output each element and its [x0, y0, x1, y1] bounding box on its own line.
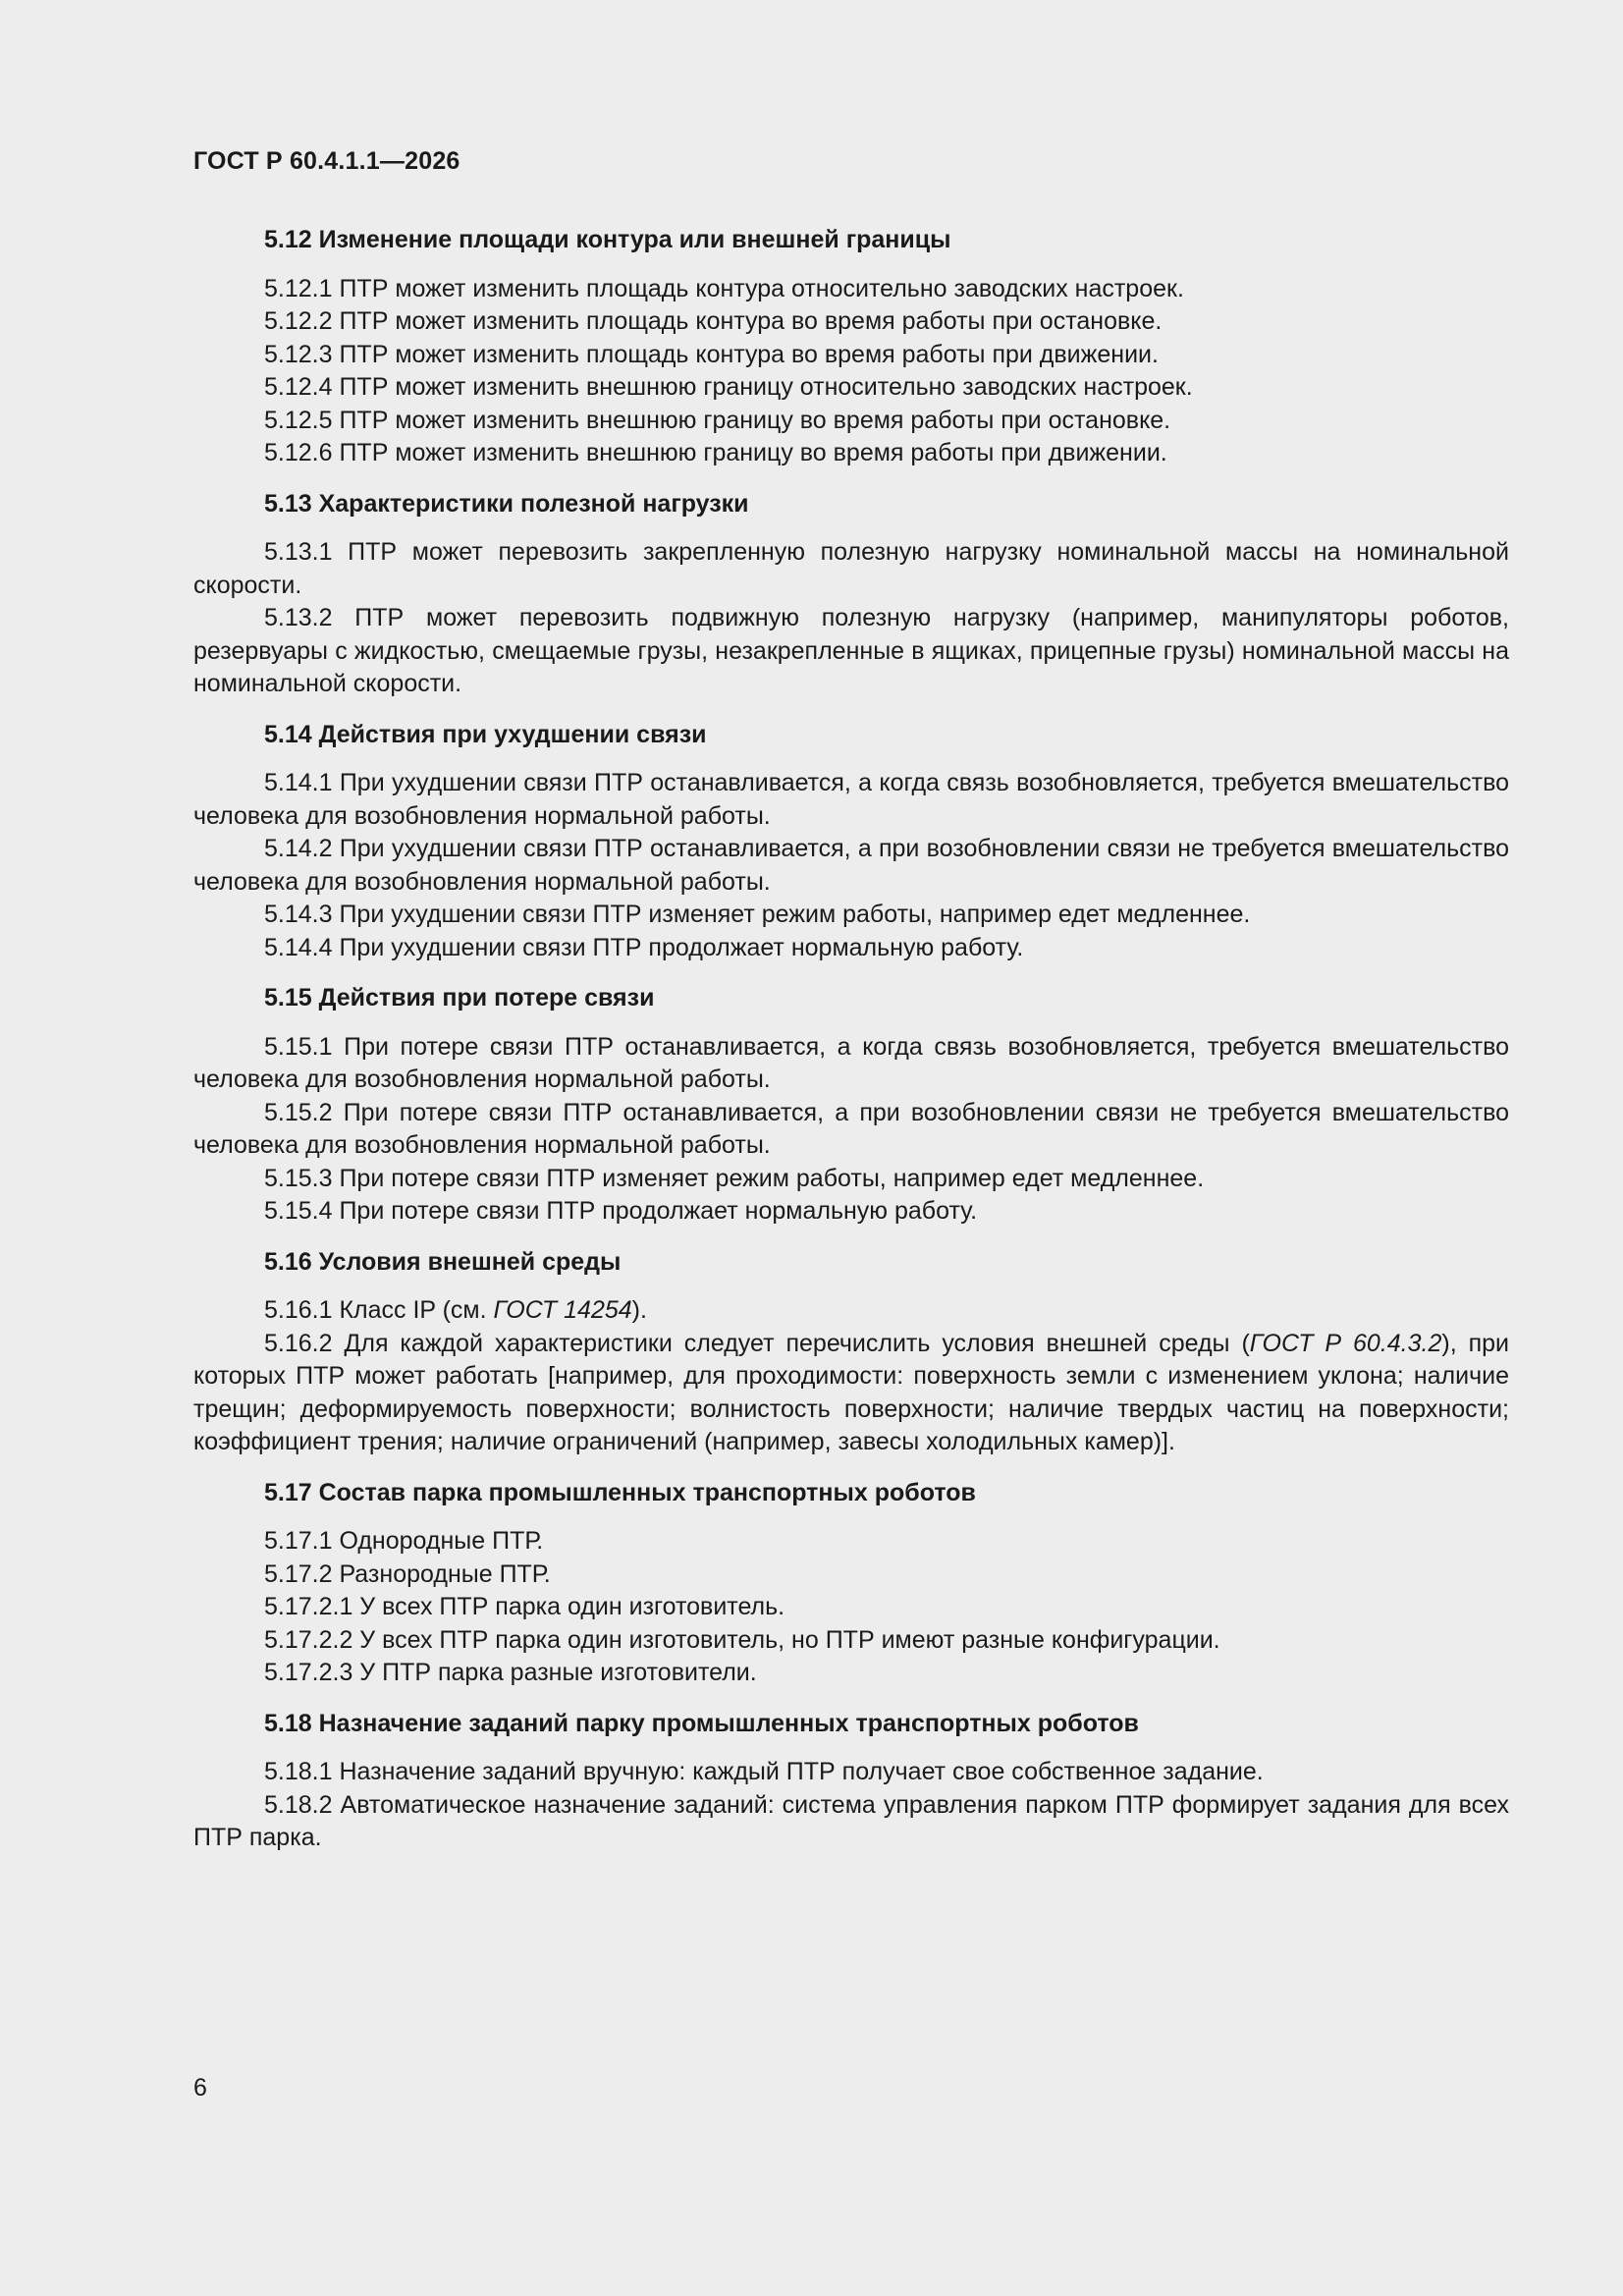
section-5-12	[193, 224, 1509, 470]
section-5-13	[193, 488, 1509, 701]
section-5-18	[193, 1708, 1509, 1855]
paragraph: 5.17.1 Однородные ПТР.	[264, 1527, 544, 1555]
page-number: 6	[193, 2074, 207, 2102]
section-title: 5.12 Изменение площади контура или внешней границы	[264, 226, 951, 253]
section-title: 5.18 Назначение заданий парку промышленных транспортных роботов	[264, 1709, 1139, 1737]
paragraph: 5.12.2 ПТР может изменить площадь контура во время работы при остановке.	[264, 307, 1163, 335]
standard-reference: ГОСТ Р 60.4.3.2	[1249, 1329, 1442, 1357]
paragraph: 5.14.2 При ухудшении связи ПТР останавливается, а при возобновлении связи не требуется вмешательство человека для возобновления нормальной работы.	[193, 835, 1509, 896]
paragraph: 5.17.2 Разнородные ПТР.	[264, 1559, 551, 1588]
section-title: 5.16 Условия внешней среды	[264, 1247, 622, 1276]
paragraph: 5.17.2.1 У всех ПТР парка один изготовитель.	[264, 1593, 785, 1620]
paragraph: 5.18.1 Назначение заданий вручную: каждый ПТР получает свое собственное задание.	[264, 1758, 1264, 1785]
paragraph: 5.12.5 ПТР может изменить внешнюю границу во время работы при остановке.	[264, 406, 1171, 434]
paragraph: 5.12.1 ПТР может изменить площадь контура относительно заводских настроек.	[264, 274, 1184, 302]
paragraph: 5.18.2 Автоматическое назначение заданий: система управления парком ПТР формирует задания для всех ПТР парка.	[193, 1790, 1509, 1851]
paragraph: 5.12.4 ПТР может изменить внешнюю границу относительно заводских настроек.	[264, 373, 1193, 401]
paragraph: 5.15.4 При потере связи ПТР продолжает нормальную работу.	[264, 1197, 978, 1225]
section-5-15	[193, 982, 1509, 1229]
paragraph: 5.15.2 При потере связи ПТР останавливается, а при возобновлении связи не требуется вмешательство человека для возобновления нормальной работы.	[193, 1098, 1509, 1159]
section-title: 5.13 Характеристики полезной нагрузки	[264, 489, 749, 518]
paragraph-text: 5.16.2 Для каждой характеристики следует перечислить условия внешней среды (	[264, 1329, 1250, 1357]
paragraph: 5.15.1 При потере связи ПТР останавливается, а когда связь возобновляется, требуется вмешательство человека для возобновления нормальной работы.	[193, 1032, 1509, 1093]
paragraph: 5.13.1 ПТР может перевозить закрепленную полезную нагрузку номинальной массы на номинальной скорости.	[193, 538, 1509, 599]
section-title: 5.15 Действия при потере связи	[264, 984, 655, 1011]
document-header: ГОСТ Р 60.4.1.1—2026	[193, 147, 460, 175]
paragraph: 5.13.2 ПТР может перевозить подвижную полезную нагрузку (например, манипуляторы роботов, резервуары с жидкостью, смещаемые грузы, незакрепленные в ящиках, прицепные грузы) номинальной массы на номинальной скорости.	[193, 604, 1509, 697]
paragraph-text: ).	[631, 1296, 647, 1324]
section-5-17	[193, 1477, 1509, 1690]
paragraph	[193, 1328, 1509, 1459]
paragraph: 5.17.2.2 У всех ПТР парка один изготовитель, но ПТР имеют разные конфигурации.	[264, 1625, 1220, 1654]
standard-reference: ГОСТ 14254	[493, 1296, 632, 1324]
section-5-16	[193, 1246, 1509, 1459]
paragraph	[193, 1294, 1509, 1328]
paragraph: 5.14.1 При ухудшении связи ПТР останавливается, а когда связь возобновляется, требуется вмешательство человека для возобновления нормальной работы.	[193, 769, 1509, 830]
paragraph: 5.17.2.3 У ПТР парка разные изготовители.	[264, 1659, 757, 1686]
paragraph: 5.12.3 ПТР может изменить площадь контура во время работы при движении.	[264, 340, 1159, 368]
section-title: 5.14 Действия при ухудшении связи	[264, 720, 707, 748]
paragraph: 5.15.3 При потере связи ПТР изменяет режим работы, например едет медленнее.	[264, 1164, 1205, 1192]
paragraph: 5.14.4 При ухудшении связи ПТР продолжает нормальную работу.	[264, 933, 1024, 961]
paragraph: 5.12.6 ПТР может изменить внешнюю границу во время работы при движении.	[264, 439, 1167, 466]
paragraph-text: 5.16.1 Класс IP (см.	[264, 1296, 494, 1324]
paragraph: 5.14.3 При ухудшении связи ПТР изменяет режим работы, например едет медленнее.	[264, 901, 1251, 928]
document-body	[193, 224, 1509, 1873]
paragraph-text: ), при которых ПТР может работать [например, для проходимости: поверхность земли с изменением уклона; наличие трещин; деформируемость поверхности; волнистость поверхности; наличие твердых частиц на поверхности; коэффициент трения; наличие ограничений (например, завесы холодильных камер)].	[193, 1329, 1509, 1455]
section-title: 5.17 Состав парка промышленных транспортных роботов	[264, 1478, 976, 1506]
section-5-14	[193, 719, 1509, 965]
